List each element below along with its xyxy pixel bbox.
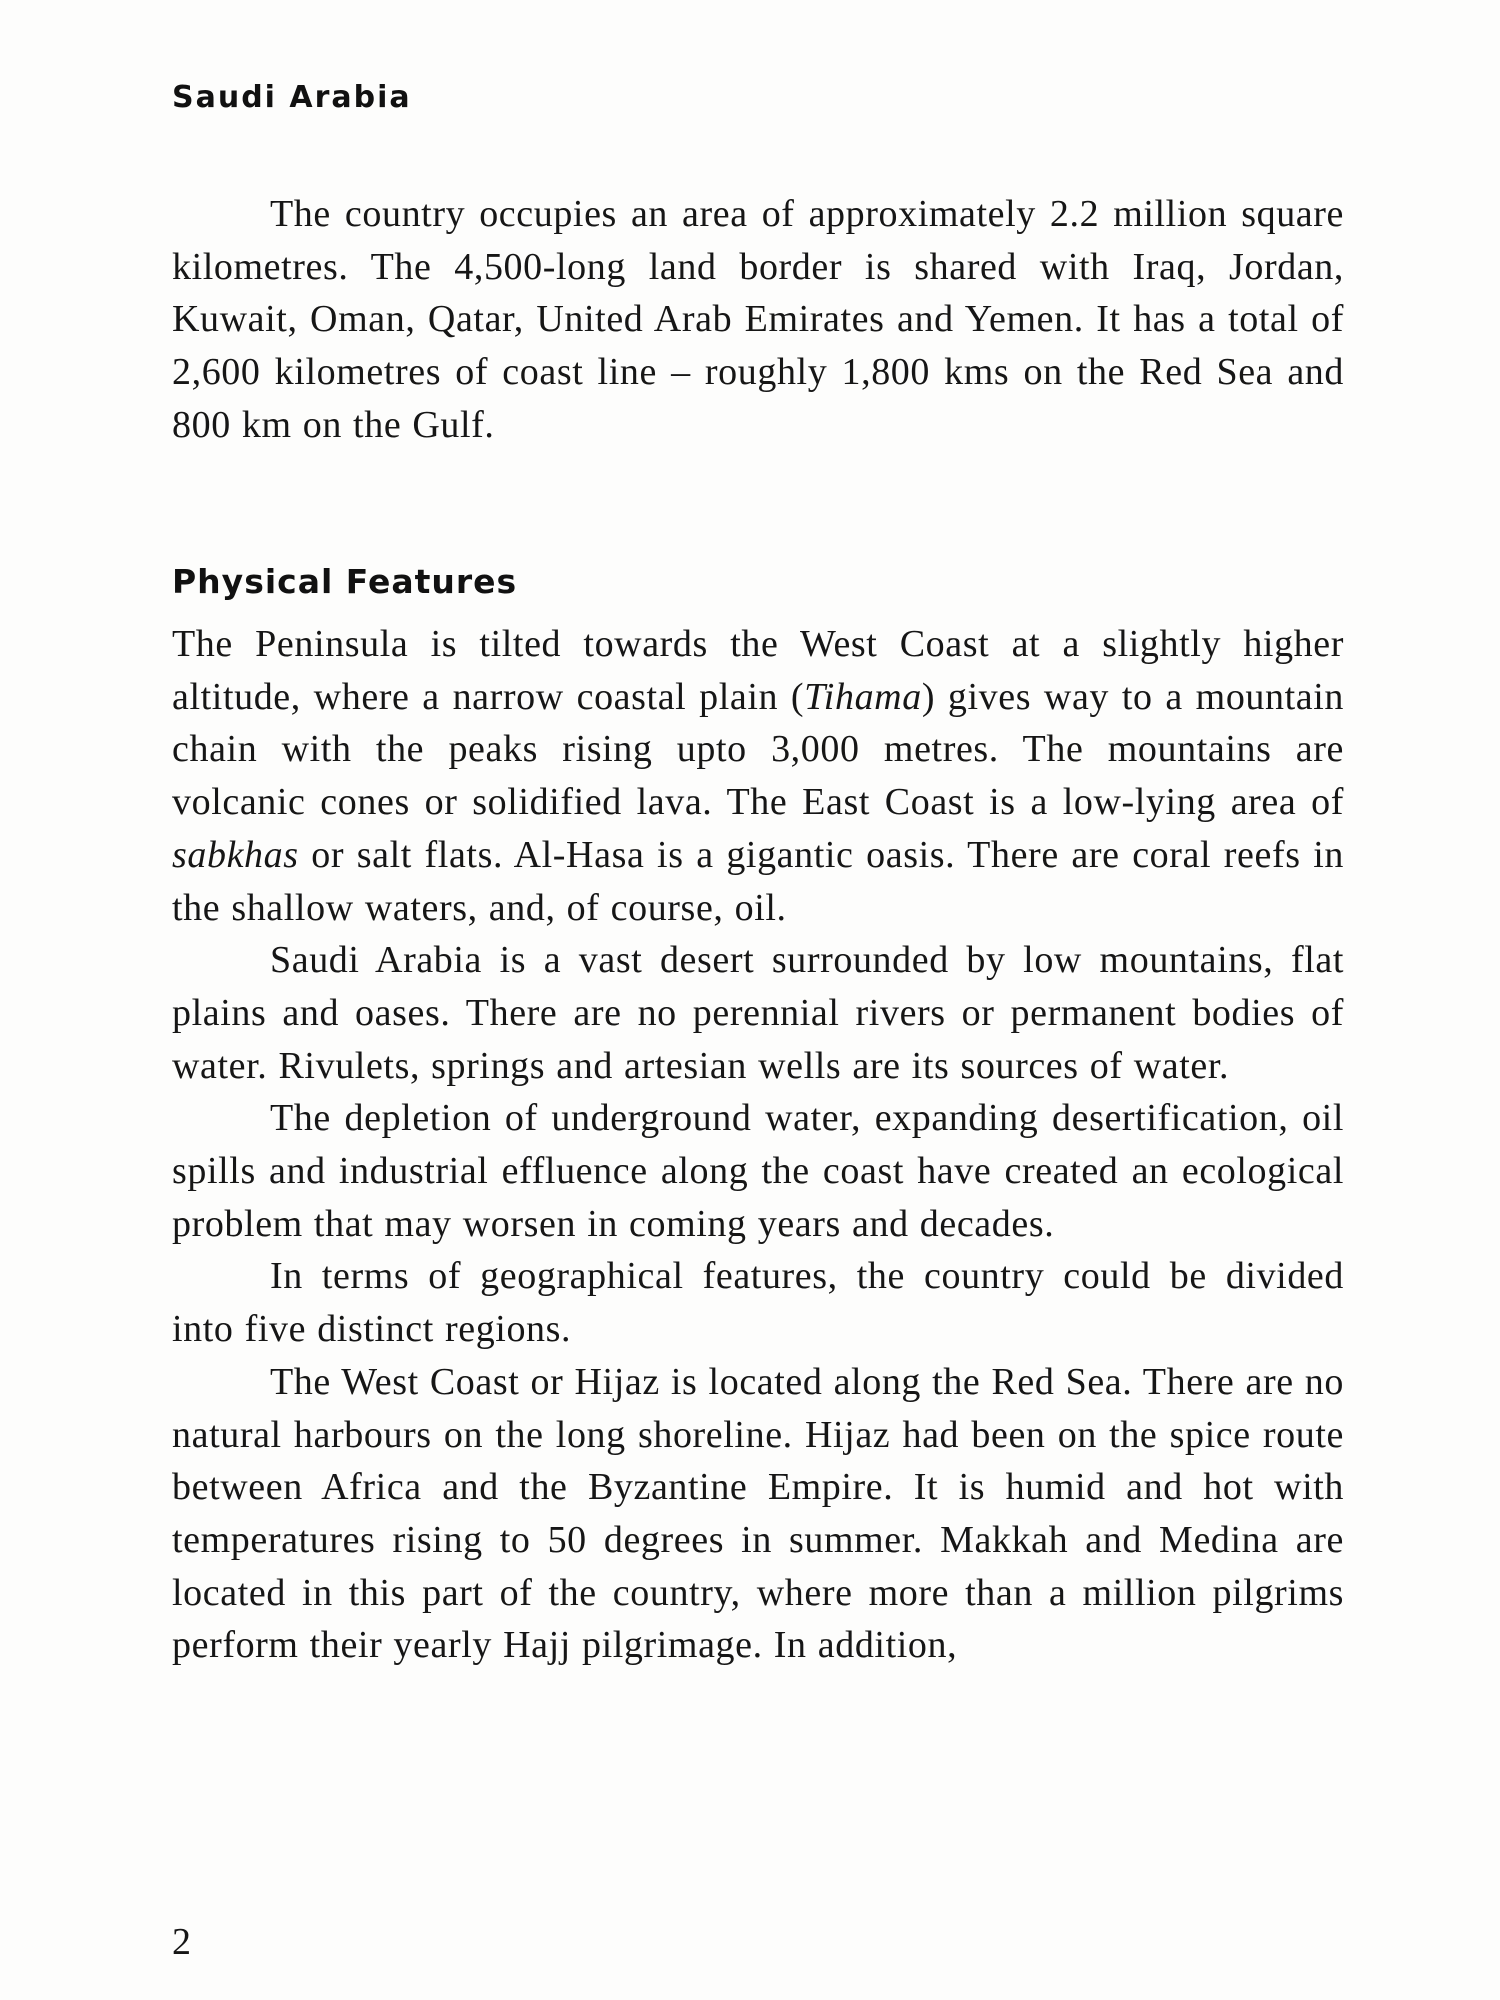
paragraph-west-coast: The West Coast or Hijaz is located along the Red Sea. There are no natural harbours on the long shoreline. Hijaz had been on the spice route between Africa and the Byzantine Empire. It is humid and hot with temperatures rising to 50 degrees in summer. Makkah and Medina are located in this part of the country, where more than a million pilgrims perform their yearly Hajj pilgrimage. In addition, <box>172 1360 1344 1667</box>
page-number: 2 <box>172 1921 191 1963</box>
term-sabkhas: sabkhas <box>172 833 299 876</box>
paragraph-ecology: The depletion of underground water, expanding desertification, oil spills and industrial effluence along the coast have created an ecological problem that may worsen in coming years and decades. <box>172 1097 1344 1245</box>
paragraph-peninsula-text-c: or salt flats. Al-Hasa is a gigantic oasis. There are coral reefs in the shallow waters, and, of course, oil. <box>172 833 1344 929</box>
intro-block <box>172 188 1344 452</box>
paragraph-peninsula-text-b: ) gives way to a mountain chain with the peaks rising upto 3,000 metres. The mountains are volcanic cones or solidified lava. The East Coast is a low-lying area of <box>172 675 1344 824</box>
intro-paragraph: The country occupies an area of approximately 2.2 million square kilometres. The 4,500-long land border is shared with Iraq, Jordan, Kuwait, Oman, Qatar, United Arab Emirates and Yemen. It has a total of 2,600 kilometres of coast line – roughly 1,800 kms on the Red Sea and 800 km on the Gulf. <box>172 193 1344 446</box>
paragraph-desert: Saudi Arabia is a vast desert surrounded by low mountains, flat plains and oases. There are no perennial rivers or permanent bodies of water. Rivulets, springs and artesian wells are its sources of water. <box>172 939 1344 1087</box>
running-head: Saudi Arabia <box>172 80 412 115</box>
paragraph-peninsula-text-a: The Peninsula is tilted towards the West Coast at a slightly higher altitude, where a narrow coastal plain ( <box>172 623 1344 718</box>
section-heading: Physical Features <box>172 562 518 601</box>
section-body <box>172 618 1344 1672</box>
paragraph-peninsula <box>172 618 1344 934</box>
term-tihama: Tihama <box>804 675 922 718</box>
paragraph-regions: In terms of geographical features, the country could be divided into five distinct regions. <box>172 1255 1344 1351</box>
